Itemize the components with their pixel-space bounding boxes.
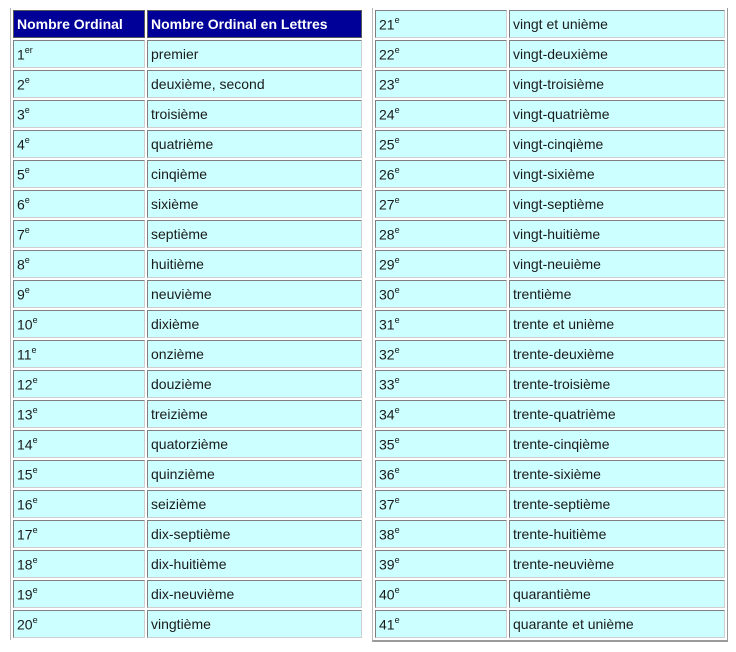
ordinal-number-cell xyxy=(13,70,145,98)
ordinal-suffix: e xyxy=(24,134,30,145)
ordinal-suffix: e xyxy=(32,494,38,505)
table-row xyxy=(375,340,725,368)
ordinal-word-cell: quatorzième xyxy=(147,430,362,458)
ordinal-suffix: e xyxy=(394,494,400,505)
ordinal-suffix: e xyxy=(394,224,400,235)
ordinal-suffix: e xyxy=(32,614,38,625)
table-row xyxy=(13,340,362,368)
ordinal-word-cell: troisième xyxy=(147,100,362,128)
ordinal-word-cell: sixième xyxy=(147,190,362,218)
ordinal-suffix: e xyxy=(394,464,400,475)
ordinal-suffix: e xyxy=(32,524,38,535)
ordinal-number: 41 xyxy=(379,616,395,633)
ordinal-number: 17 xyxy=(17,526,33,543)
ordinal-number-cell xyxy=(13,610,145,638)
ordinal-word-cell: quatrième xyxy=(147,130,362,158)
ordinal-word-cell: deuxième, second xyxy=(147,70,362,98)
ordinal-word-cell: vingt-cinqième xyxy=(509,130,725,158)
ordinal-suffix: e xyxy=(24,194,30,205)
ordinal-number-cell xyxy=(375,400,507,428)
ordinal-number: 7 xyxy=(17,226,25,243)
ordinal-suffix: e xyxy=(394,344,400,355)
ordinal-number: 25 xyxy=(379,136,395,153)
ordinal-number-cell xyxy=(13,280,145,308)
ordinal-number: 10 xyxy=(17,316,33,333)
ordinal-word-cell: neuvième xyxy=(147,280,362,308)
ordinal-word-cell: trente-sixième xyxy=(509,460,725,488)
ordinal-number: 21 xyxy=(379,16,395,33)
ordinal-suffix: e xyxy=(394,254,400,265)
left-table-body xyxy=(13,40,362,638)
table-row xyxy=(375,520,725,548)
ordinal-number: 28 xyxy=(379,226,395,243)
ordinal-number-cell xyxy=(375,370,507,398)
ordinal-word-cell: trente-quatrième xyxy=(509,400,725,428)
table-row xyxy=(13,610,362,638)
ordinal-number-cell xyxy=(375,580,507,608)
table-row xyxy=(375,370,725,398)
table-row xyxy=(375,190,725,218)
table-row xyxy=(375,130,725,158)
ordinal-number-cell xyxy=(13,460,145,488)
ordinal-number: 38 xyxy=(379,526,395,543)
ordinal-word-cell: dix-huitième xyxy=(147,550,362,578)
ordinal-suffix: e xyxy=(24,104,30,115)
ordinal-number-cell xyxy=(375,70,507,98)
ordinal-number: 14 xyxy=(17,436,33,453)
ordinal-word-cell: trentième xyxy=(509,280,725,308)
ordinal-number-cell xyxy=(13,400,145,428)
ordinal-suffix: e xyxy=(32,464,38,475)
ordinal-suffix: e xyxy=(394,164,400,175)
ordinal-number: 36 xyxy=(379,466,395,483)
ordinal-number: 37 xyxy=(379,496,395,513)
ordinal-word-cell: vingt-neuième xyxy=(509,250,725,278)
ordinal-number: 31 xyxy=(379,316,395,333)
ordinal-number-cell xyxy=(13,550,145,578)
table-row xyxy=(13,250,362,278)
table-row xyxy=(13,100,362,128)
ordinal-number: 34 xyxy=(379,406,395,423)
ordinal-table-right xyxy=(372,8,728,642)
ordinal-number-cell xyxy=(13,190,145,218)
ordinal-number: 9 xyxy=(17,286,25,303)
ordinal-word-cell: douzième xyxy=(147,370,362,398)
ordinal-word-cell: huitième xyxy=(147,250,362,278)
ordinal-number: 40 xyxy=(379,586,395,603)
table-row xyxy=(13,70,362,98)
table-row xyxy=(375,580,725,608)
ordinal-suffix: e xyxy=(394,194,400,205)
ordinal-suffix: e xyxy=(24,224,30,235)
ordinal-word-cell: vingt-huitième xyxy=(509,220,725,248)
ordinal-word-cell: trente-neuvième xyxy=(509,550,725,578)
ordinal-suffix: e xyxy=(394,104,400,115)
table-row xyxy=(13,400,362,428)
table-row xyxy=(375,310,725,338)
table-row xyxy=(13,460,362,488)
ordinal-suffix: e xyxy=(394,614,400,625)
ordinal-suffix: e xyxy=(24,164,30,175)
table-header-row xyxy=(13,10,362,38)
ordinal-number-cell xyxy=(375,430,507,458)
table-row xyxy=(375,220,725,248)
table-row xyxy=(13,190,362,218)
ordinal-number: 35 xyxy=(379,436,395,453)
ordinal-number-cell xyxy=(375,220,507,248)
ordinal-word-cell: trente-huitième xyxy=(509,520,725,548)
ordinal-number: 15 xyxy=(17,466,33,483)
ordinal-suffix: e xyxy=(24,74,30,85)
ordinal-suffix: e xyxy=(394,374,400,385)
ordinal-number: 39 xyxy=(379,556,395,573)
table-row xyxy=(13,220,362,248)
ordinal-number: 27 xyxy=(379,196,395,213)
ordinal-number-cell xyxy=(375,160,507,188)
ordinal-word-cell: dix-septième xyxy=(147,520,362,548)
ordinal-word-cell: vingt-sixième xyxy=(509,160,725,188)
ordinal-suffix: er xyxy=(24,44,33,55)
ordinal-suffix: e xyxy=(32,404,38,415)
ordinal-suffix: e xyxy=(394,134,400,145)
ordinal-suffix: e xyxy=(394,44,400,55)
ordinal-word-cell: trente et unième xyxy=(509,310,725,338)
table-row xyxy=(375,460,725,488)
table-row xyxy=(375,160,725,188)
ordinal-number-cell xyxy=(13,100,145,128)
table-row xyxy=(375,490,725,518)
table-row xyxy=(13,430,362,458)
ordinal-number-cell xyxy=(13,370,145,398)
table-row xyxy=(13,550,362,578)
table-row xyxy=(375,610,725,638)
ordinal-number: 18 xyxy=(17,556,33,573)
ordinal-word-cell: seizième xyxy=(147,490,362,518)
ordinal-suffix: e xyxy=(32,554,38,565)
ordinal-number: 11 xyxy=(17,346,32,363)
table-row xyxy=(13,490,362,518)
ordinal-number-cell xyxy=(375,130,507,158)
ordinal-number: 24 xyxy=(379,106,395,123)
table-row xyxy=(375,100,725,128)
ordinal-number-cell xyxy=(13,310,145,338)
ordinal-number: 5 xyxy=(17,166,25,183)
ordinal-number: 8 xyxy=(17,256,25,273)
ordinal-suffix: e xyxy=(394,314,400,325)
ordinal-number: 30 xyxy=(379,286,395,303)
table-row xyxy=(13,130,362,158)
ordinal-word-cell: vingtième xyxy=(147,610,362,638)
ordinal-number: 6 xyxy=(17,196,25,213)
ordinal-number: 20 xyxy=(17,616,33,633)
ordinal-number-cell xyxy=(375,310,507,338)
ordinal-suffix: e xyxy=(24,254,30,265)
ordinal-word-cell: dixième xyxy=(147,310,362,338)
ordinal-number: 12 xyxy=(17,376,33,393)
table-row xyxy=(375,550,725,578)
ordinal-number-cell xyxy=(375,340,507,368)
ordinal-number: 4 xyxy=(17,136,25,153)
header-ordinal-words: Nombre Ordinal en Lettres xyxy=(147,10,362,38)
header-ordinal-number: Nombre Ordinal xyxy=(13,10,145,38)
ordinal-word-cell: onzième xyxy=(147,340,362,368)
ordinal-word-cell: treizième xyxy=(147,400,362,428)
ordinal-number: 29 xyxy=(379,256,395,273)
ordinal-word-cell: vingt-quatrième xyxy=(509,100,725,128)
table-row xyxy=(13,520,362,548)
table-row xyxy=(375,70,725,98)
ordinal-number: 26 xyxy=(379,166,395,183)
ordinal-word-cell: vingt-troisième xyxy=(509,70,725,98)
ordinal-word-cell: vingt-deuxième xyxy=(509,40,725,68)
table-row xyxy=(13,310,362,338)
ordinal-number: 3 xyxy=(17,106,25,123)
right-table-body xyxy=(375,10,725,638)
ordinal-suffix: e xyxy=(32,314,38,325)
ordinal-word-cell: vingt-septième xyxy=(509,190,725,218)
ordinal-suffix: e xyxy=(394,74,400,85)
ordinal-number-cell xyxy=(375,460,507,488)
ordinal-number: 2 xyxy=(17,76,25,93)
ordinal-suffix: e xyxy=(394,584,400,595)
ordinal-number-cell xyxy=(13,340,145,368)
ordinal-word-cell: trente-deuxième xyxy=(509,340,725,368)
ordinal-number-cell xyxy=(375,280,507,308)
ordinal-word-cell: quarante et unième xyxy=(509,610,725,638)
ordinal-suffix: e xyxy=(32,584,38,595)
ordinal-number-cell xyxy=(375,610,507,638)
table-row xyxy=(375,40,725,68)
ordinal-word-cell: quinzième xyxy=(147,460,362,488)
table-row xyxy=(13,40,362,68)
ordinal-word-cell: trente-cinqième xyxy=(509,430,725,458)
ordinal-number-cell xyxy=(13,250,145,278)
ordinal-number-cell xyxy=(375,40,507,68)
ordinal-number: 33 xyxy=(379,376,395,393)
ordinal-number-cell xyxy=(13,490,145,518)
ordinal-number-cell xyxy=(375,520,507,548)
table-row xyxy=(13,580,362,608)
table-row xyxy=(13,370,362,398)
ordinal-number: 23 xyxy=(379,76,395,93)
ordinal-number-cell xyxy=(13,130,145,158)
ordinal-number: 1 xyxy=(17,46,25,63)
ordinal-word-cell: trente-septième xyxy=(509,490,725,518)
ordinal-number: 16 xyxy=(17,496,33,513)
ordinal-suffix: e xyxy=(394,404,400,415)
ordinal-word-cell: quarantième xyxy=(509,580,725,608)
table-row xyxy=(375,280,725,308)
ordinal-word-cell: dix-neuvième xyxy=(147,580,362,608)
ordinal-number-cell xyxy=(375,10,507,38)
ordinal-number: 19 xyxy=(17,586,33,603)
ordinal-number: 32 xyxy=(379,346,395,363)
ordinal-number: 22 xyxy=(379,46,395,63)
ordinal-suffix: e xyxy=(31,344,37,355)
ordinal-word-cell: cinqième xyxy=(147,160,362,188)
table-row xyxy=(13,160,362,188)
ordinal-number: 13 xyxy=(17,406,33,423)
table-row xyxy=(375,10,725,38)
ordinal-suffix: e xyxy=(32,374,38,385)
table-row xyxy=(375,400,725,428)
ordinal-suffix: e xyxy=(394,434,400,445)
ordinal-number-cell xyxy=(375,100,507,128)
table-row xyxy=(375,430,725,458)
ordinal-word-cell: trente-troisième xyxy=(509,370,725,398)
ordinal-suffix: e xyxy=(394,14,400,25)
ordinal-number-cell xyxy=(13,160,145,188)
ordinal-number-cell xyxy=(375,190,507,218)
ordinal-suffix: e xyxy=(24,284,30,295)
ordinal-table-left xyxy=(10,8,364,640)
table-row xyxy=(375,250,725,278)
table-row xyxy=(13,280,362,308)
ordinal-number-cell xyxy=(13,220,145,248)
ordinal-number-cell xyxy=(13,40,145,68)
ordinal-number-cell xyxy=(13,520,145,548)
ordinal-word-cell: septième xyxy=(147,220,362,248)
ordinal-number-cell xyxy=(375,550,507,578)
ordinal-number-cell xyxy=(13,580,145,608)
ordinal-suffix: e xyxy=(394,284,400,295)
ordinal-number-cell xyxy=(13,430,145,458)
ordinal-suffix: e xyxy=(394,554,400,565)
ordinal-word-cell: premier xyxy=(147,40,362,68)
ordinal-suffix: e xyxy=(32,434,38,445)
ordinal-word-cell: vingt et unième xyxy=(509,10,725,38)
ordinal-number-cell xyxy=(375,490,507,518)
ordinal-suffix: e xyxy=(394,524,400,535)
ordinal-number-cell xyxy=(375,250,507,278)
